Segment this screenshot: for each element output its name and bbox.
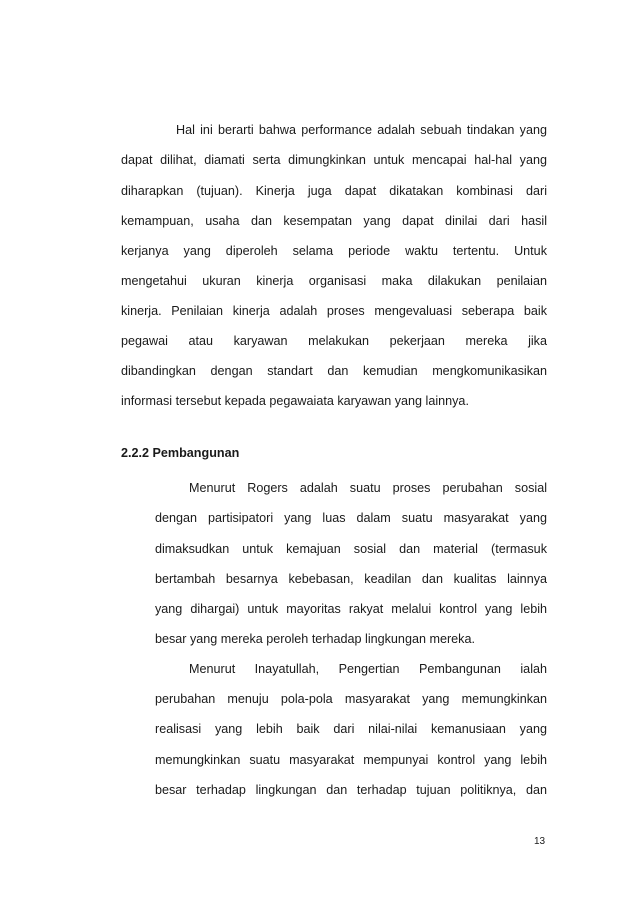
paragraph-line: dapat dilihat, diamati serta dimungkinkan untuk mencapai hal-hal yang — [121, 153, 547, 167]
paragraph-line: dengan partisipatori yang luas dalam suatu masyarakat yang — [155, 511, 547, 525]
paragraph-line: mengetahui ukuran kinerja organisasi maka dilakukan penilaian — [121, 274, 547, 288]
section-heading: 2.2.2 Pembangunan — [121, 446, 240, 460]
paragraph-line: kerjanya yang diperoleh selama periode waktu tertentu. Untuk — [121, 244, 547, 258]
paragraph-line: informasi tersebut kepada pegawaiata karyawan yang lainnya. — [121, 394, 469, 408]
paragraph-line: kemampuan, usaha dan kesempatan yang dapat dinilai dari hasil — [121, 214, 547, 228]
paragraph-line: dimaksudkan untuk kemajuan sosial dan material (termasuk — [155, 542, 547, 556]
paragraph-line: Hal ini berarti bahwa performance adalah sebuah tindakan yang — [176, 123, 547, 137]
paragraph-line: yang dihargai) untuk mayoritas rakyat melalui kontrol yang lebih — [155, 602, 547, 616]
paragraph-line: besar terhadap lingkungan dan terhadap tujuan politiknya, dan — [155, 783, 547, 797]
paragraph-line: kinerja. Penilaian kinerja adalah proses mengevaluasi seberapa baik — [121, 304, 547, 318]
paragraph-line: Menurut Rogers adalah suatu proses perubahan sosial — [189, 481, 547, 495]
paragraph-line: perubahan menuju pola-pola masyarakat yang memungkinkan — [155, 692, 547, 706]
paragraph-line: realisasi yang lebih baik dari nilai-nilai kemanusiaan yang — [155, 722, 547, 736]
paragraph-line: Menurut Inayatullah, Pengertian Pembangunan ialah — [189, 662, 547, 676]
paragraph-line: diharapkan (tujuan). Kinerja juga dapat dikatakan kombinasi dari — [121, 184, 547, 198]
paragraph-line: memungkinkan suatu masyarakat mempunyai kontrol yang lebih — [155, 753, 547, 767]
page-number: 13 — [534, 836, 546, 847]
paragraph-line: bertambah besarnya kebebasan, keadilan dan kualitas lainnya — [155, 572, 547, 586]
paragraph-line: dibandingkan dengan standart dan kemudian mengkomunikasikan — [121, 364, 547, 378]
paragraph-line: pegawai atau karyawan melakukan pekerjaan mereka jika — [121, 334, 547, 348]
paragraph-line: besar yang mereka peroleh terhadap lingkungan mereka. — [155, 632, 475, 646]
